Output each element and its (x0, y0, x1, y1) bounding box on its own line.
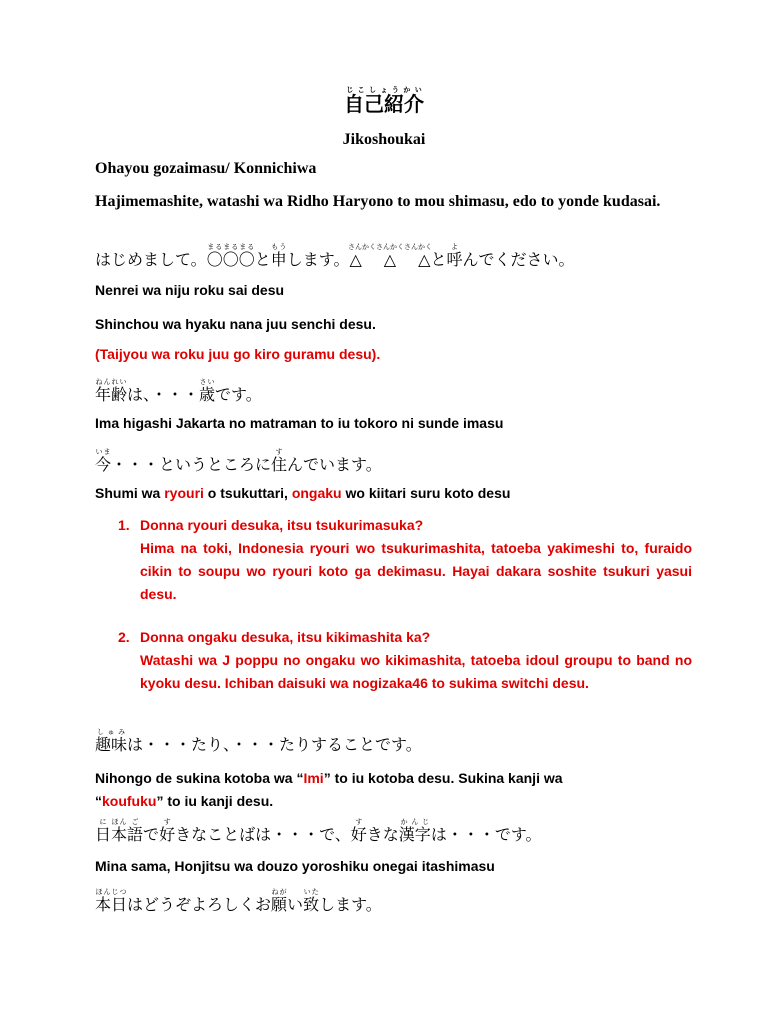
answer: Hima na toki, Indonesia ryouri wo tsukurimashita, tatoeba yakimeshi to, furaido cikin to soupu wo ryouri koto ga dekimasu. Hayai dakara soshite tsukuri yasui desu. (140, 540, 692, 602)
question: Donna ryouri desuka, itsu tsukurimasuka? (140, 517, 424, 533)
page-title: 自己紹介じこしょうかい (344, 86, 424, 116)
answer: Watashi wa J poppu no ongaku wo kikimashita, tatoeba idoul groupu to band no kyoku desu. Ichiban daisuki wa nogizaka46 to sukima switchi desu. (140, 652, 692, 691)
closing-japanese: 本日ほんじつはどうぞよろしくお願ねがい致いたします。 (95, 888, 382, 914)
intro-japanese: はじめまして。〇〇〇まるまるまると申もうします。△ △ △さんかくさんかくさんかくと呼よんでください。 (95, 243, 575, 269)
height-sentence: Shinchou wa hyaku nana juu senchi desu. (95, 316, 376, 332)
weight-sentence: (Taijyou wa roku juu go kiro guramu desu). (95, 346, 381, 362)
list-item: 2. Donna ongaku desuka, itsu kikimashita ka? Watashi wa J poppu no ongaku wo kikimashita, tatoeba idoul groupu to band no kyoku desu. Ichiban daisuki wa nogizaka46 to sukima switchi desu. (118, 629, 674, 719)
hobby-sentence: Shumi wa ryouri o tsukuttari, ongaku wo kiitari suru koto desu (95, 485, 511, 501)
age-japanese: 年齢ねんれいは、・・・歳さいです。 (95, 378, 262, 404)
question: Donna ongaku desuka, itsu kikimashita ka? (140, 629, 431, 645)
residence-sentence: Ima higashi Jakarta no matraman to iu tokoro ni sunde imasu (95, 415, 504, 431)
page-title-romaji: Jikoshoukai (342, 131, 426, 148)
list-item: 1. Donna ryouri desuka, itsu tsukurimasuka? Hima na toki, Indonesia ryouri wo tsukurimashita, tatoeba yakimeshi to, furaido cikin to soupu wo ryouri koto ga dekimasu. Hayai dakara soshite tsukuri yasui desu. (118, 517, 674, 607)
kotoba-sentence: Nihongo de sukina kotoba wa “Imi” to iu kotoba desu. Sukina kanji wa “koufuku” to iu kanji desu. (95, 770, 563, 809)
intro-paragraph: Hajimemashite, watashi wa Ridho Haryono to mou shimasu, edo to yonde kudasai. (95, 193, 661, 210)
kotoba-japanese: 日に本ほん語ごで好すきなことばは・・・で、好すきな漢字かんじは・・・です。 (95, 818, 542, 844)
closing-sentence: Mina sama, Honjitsu wa douzo yoroshiku onegai itashimasu (95, 858, 495, 874)
age-sentence: Nenrei wa niju roku sai desu (95, 282, 285, 298)
hobby-japanese: 趣味しゅみは・・・たり、・・・たりすることです。 (95, 728, 422, 754)
residence-japanese: 今いま・・・というところに住すんでいます。 (95, 448, 382, 474)
greeting: Ohayou gozaimasu/ Konnichiwa (95, 160, 317, 177)
